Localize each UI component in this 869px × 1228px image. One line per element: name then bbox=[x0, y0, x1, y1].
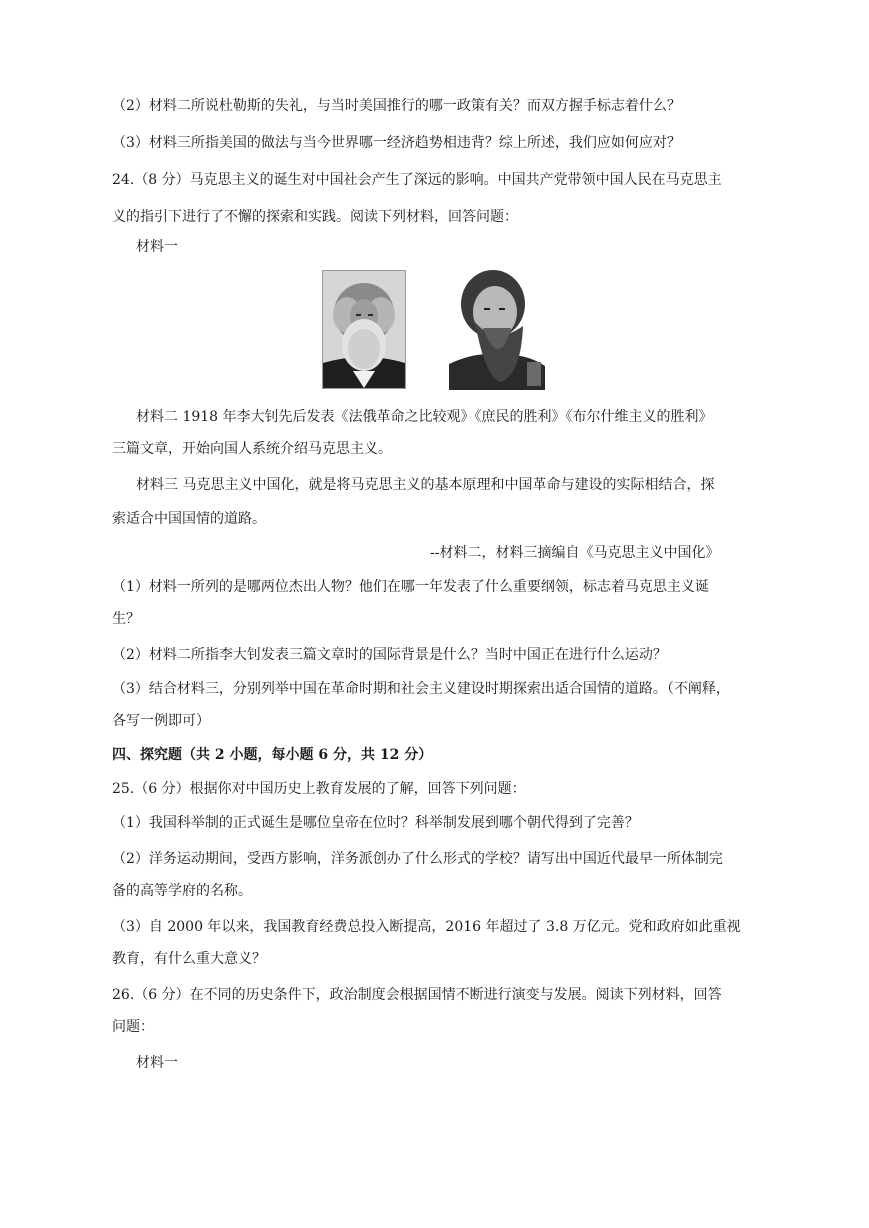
question-26-stem-cont: 问题： bbox=[112, 1019, 154, 1035]
question-24-sub-1-cont: 生？ bbox=[112, 611, 140, 627]
material-3-line-2: 索适合中国国情的道路。 bbox=[112, 511, 266, 527]
question-25-stem: 25.（6 分）根据你对中国历史上教育发展的了解，回答下列问题： bbox=[112, 781, 526, 797]
question-26-material-1-label: 材料一 bbox=[136, 1055, 178, 1071]
marx-portrait bbox=[322, 270, 406, 389]
section-4-heading: 四、探究题（共 2 小题，每小题 6 分，共 12 分） bbox=[112, 747, 433, 763]
question-23-sub-3: （3）材料三所指美国的做法与当今世界哪一经济趋势相违背？综上所述，我们应如何应对？ bbox=[112, 135, 681, 151]
material-1-label: 材料一 bbox=[136, 239, 178, 255]
question-24-stem-cont: 义的指引下进行了不懈的探索和实践。阅读下列材料，回答问题： bbox=[112, 209, 518, 225]
question-25-sub-3: （3）自 2000 年以来，我国教育经费总投入断提高，2016 年超过了 3.8 万亿元。党和政府如此重视 bbox=[112, 919, 741, 935]
question-26-stem: 26.（6 分）在不同的历史条件下，政治制度会根据国情不断进行演变与发展。阅读下列材料，回答 bbox=[112, 987, 722, 1003]
question-24-sub-3-cont: 各写一例即可） bbox=[112, 713, 210, 729]
question-25-sub-3-cont: 教育，有什么重大意义？ bbox=[112, 951, 266, 967]
question-25-sub-1: （1）我国科举制的正式诞生是哪位皇帝在位时？科举制发展到哪个朝代得到了完善？ bbox=[112, 815, 639, 831]
marx-portrait-photo-icon bbox=[323, 271, 405, 388]
question-23-sub-2: （2）材料二所说杜勒斯的失礼，与当时美国推行的哪一政策有关？而双方握手标志着什么？ bbox=[112, 98, 681, 114]
material-source: --材料二，材料三摘编自《马克思主义中国化》 bbox=[430, 545, 720, 561]
question-24-stem: 24.（8 分）马克思主义的诞生对中国社会产生了深远的影响。中国共产党带领中国人民在马克思主 bbox=[112, 172, 722, 188]
question-24-sub-2: （2）材料二所指李大钊发表三篇文章时的国际背景是什么？当时中国正在进行什么运动？ bbox=[112, 647, 667, 663]
material-3-line-1: 材料三 马克思主义中国化，就是将马克思主义的基本原理和中国革命与建设的实际相结合，探 bbox=[136, 477, 715, 493]
material-2-line-2: 三篇文章，开始向国人系统介绍马克思主义。 bbox=[112, 441, 392, 457]
question-25-sub-2-cont: 备的高等学府的名称。 bbox=[112, 883, 252, 899]
question-24-sub-1: （1）材料一所列的是哪两位杰出人物？他们在哪一年发表了什么重要纲领，标志着马克思主义诞 bbox=[112, 579, 709, 595]
engels-portrait bbox=[449, 266, 545, 390]
question-25-sub-2: （2）洋务运动期间，受西方影响，洋务派创办了什么形式的学校？请写出中国近代最早一所体制完 bbox=[112, 851, 723, 867]
engels-portrait-photo-icon bbox=[449, 266, 545, 390]
question-24-sub-3: （3）结合材料三，分别列举中国在革命时期和社会主义建设时期探索出适合国情的道路。（不阐释， bbox=[112, 681, 730, 697]
material-2-line-1: 材料二 1918 年李大钊先后发表《法俄革命之比较观》《庶民的胜利》《布尔什维主义的胜利》 bbox=[136, 409, 713, 425]
